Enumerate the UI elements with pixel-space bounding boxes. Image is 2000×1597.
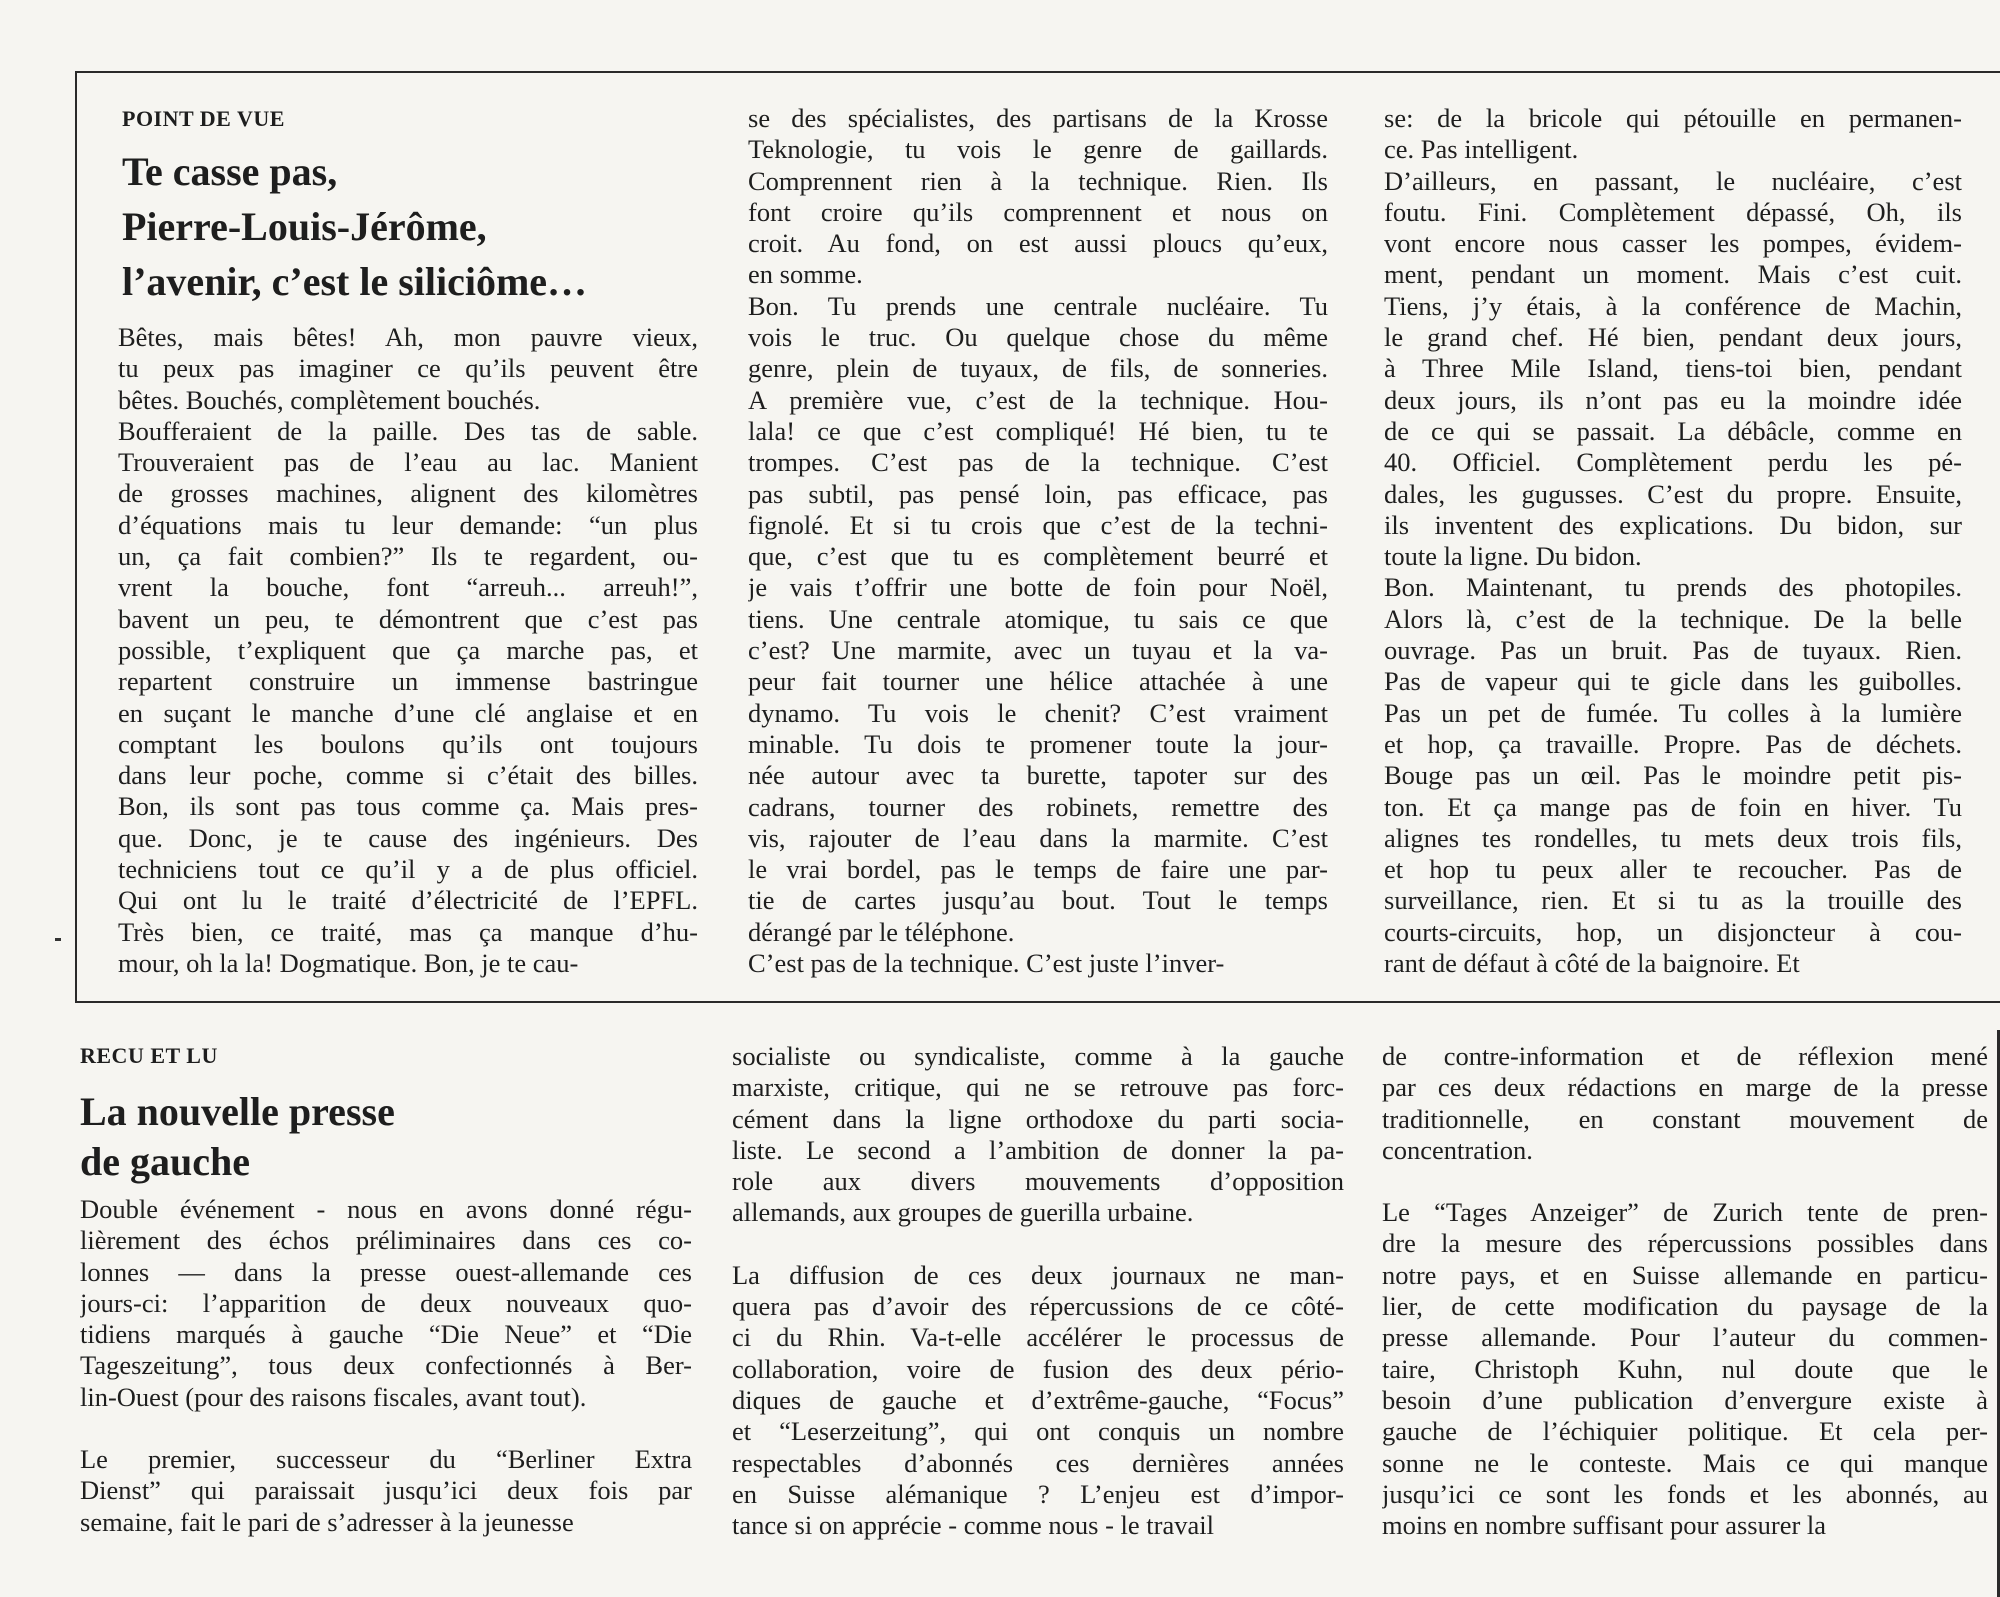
text-line: jours-ci: l’apparition de deux nouveaux quo- — [80, 1287, 692, 1318]
text-line: et “Leserzeitung”, qui ont conquis un nombre — [732, 1416, 1344, 1447]
text-line: croit. Au fond, on est aussi ploucs qu’eux, — [748, 228, 1328, 259]
text-line: lin-Ouest (pour des raisons fiscales, avant tout). — [80, 1381, 587, 1412]
bottom-kicker: RECU ET LU — [80, 1043, 218, 1068]
text-line: dans leur poche, comme si c’était des billes. — [118, 760, 698, 791]
paragraph-gap — [1382, 1166, 1988, 1197]
text-line: mour, oh la la! Dogmatique. Bon, je te cau- — [118, 947, 579, 978]
text-line: font croire qu’ils comprennent et nous on — [748, 196, 1328, 227]
bottom-headline-line: La nouvelle presse — [80, 1089, 395, 1134]
text-line: née autour avec ta burette, tapoter sur des — [748, 760, 1328, 791]
text-line: toute la ligne. Du bidon. — [1384, 541, 1642, 572]
text-line: ton. Et ça mange pas de foin en hiver. Tu — [1384, 791, 1962, 822]
text-line: de grosses machines, alignent des kilomètres — [118, 478, 698, 509]
text-line: jusqu’ici ce sont les fonds et les abonnés, au — [1382, 1478, 1988, 1509]
text-line: surveillance, rien. Et si tu as la trouille des — [1384, 885, 1962, 916]
text-line: ce. Pas intelligent. — [1384, 134, 1579, 165]
text-line: que, c’est que tu es complètement beurré et — [748, 541, 1328, 572]
top-article-header — [122, 106, 698, 309]
text-line: bavent un peu, te démontrent que c’est pas — [118, 603, 698, 634]
text-line: presse allemande. Pour l’auteur du commen- — [1382, 1322, 1988, 1353]
text-line: A première vue, c’est de la technique. Hou- — [748, 384, 1328, 415]
top-column-3 — [1384, 103, 1962, 979]
text-line: que. Donc, je te cause des ingénieurs. Des — [118, 822, 698, 853]
text-line: ils inventent des explications. Du bidon, sur — [1384, 509, 1962, 540]
top-headline-line: l’avenir, c’est le siliciôme… — [122, 259, 588, 304]
text-line: Le “Tages Anzeiger” de Zurich tente de pren- — [1382, 1197, 1988, 1228]
text-line: Boufferaient de la paille. Des tas de sable. — [118, 415, 698, 446]
paragraph-gap — [80, 1413, 692, 1444]
text-line: respectables d’abonnés ces dernières années — [732, 1447, 1344, 1478]
text-line: marxiste, critique, qui ne se retrouve pas forc- — [732, 1072, 1344, 1103]
text-line: par ces deux rédactions en marge de la presse — [1382, 1072, 1988, 1103]
text-line: gauche de l’échiquier politique. Et cela per- — [1382, 1416, 1988, 1447]
text-line: tie de cartes jusqu’au bout. Tout le temps — [748, 885, 1328, 916]
top-column-1 — [118, 322, 698, 979]
text-line: Bêtes, mais bêtes! Ah, mon pauvre vieux, — [118, 322, 698, 352]
text-line: de contre-information et de réflexion mené — [1382, 1041, 1988, 1071]
text-line: vois le truc. Ou quelque chose du même — [748, 322, 1328, 353]
text-line: Alors là, c’est de la technique. De la belle — [1384, 603, 1962, 634]
text-line: Bon, ils sont pas tous comme ça. Mais pres- — [118, 791, 698, 822]
text-line: Bon. Maintenant, tu prends des photopiles. — [1384, 572, 1962, 603]
text-line: Pas un pet de fumée. Tu colles à la lumière — [1384, 697, 1962, 728]
text-line: Comprennent rien à la technique. Rien. Ils — [748, 165, 1328, 196]
text-line: vis, rajouter de l’eau dans la marmite. C’est — [748, 822, 1328, 853]
text-line: traditionnelle, en constant mouvement de — [1382, 1103, 1988, 1134]
text-line: pas subtil, pas pensé loin, pas efficace, pas — [748, 478, 1328, 509]
text-line: D’ailleurs, en passant, le nucléaire, c’est — [1384, 165, 1962, 196]
text-line: en somme. — [748, 259, 863, 290]
top-headline — [122, 144, 698, 309]
text-line: Tageszeitung”, tous deux confectionnés à Ber- — [80, 1350, 692, 1381]
text-line: techniciens tout ce qu’il y a de plus officiel. — [118, 854, 698, 885]
text-line: comptant les boulons qu’ils ont toujours — [118, 728, 698, 759]
text-line: allemands, aux groupes de guerilla urbaine. — [732, 1197, 1194, 1228]
text-line: d’équations mais tu leur demande: “un plus — [118, 509, 698, 540]
text-line: alignes tes rondelles, tu mets deux trois fils, — [1384, 822, 1962, 853]
text-line: lonnes — dans la presse ouest-allemande ces — [80, 1256, 692, 1287]
text-line: collaboration, voire de fusion des deux pério- — [732, 1353, 1344, 1384]
text-line: Bouge pas un œil. Pas le moindre petit pis- — [1384, 760, 1962, 791]
top-headline-line: Pierre-Louis-Jérôme, — [122, 204, 487, 249]
text-line: dynamo. Tu vois le chenit? C’est vraiment — [748, 697, 1328, 728]
text-line: ment, pendant un moment. Mais c’est cuit. — [1384, 259, 1962, 290]
bottom-column-3 — [1382, 1041, 1988, 1541]
text-line: socialiste ou syndicaliste, comme à la gauche — [732, 1041, 1344, 1071]
text-line: tance si on apprécie - comme nous - le travail — [732, 1510, 1214, 1541]
text-line: et hop tu peux aller te recoucher. Pas de — [1384, 854, 1962, 885]
text-line: trompes. C’est pas de la technique. C’est — [748, 447, 1328, 478]
text-line: taire, Christoph Kuhn, nul doute que le — [1382, 1353, 1988, 1384]
text-line: quera pas d’avoir des répercussions de ce côté- — [732, 1291, 1344, 1322]
text-line: peur fait tourner une hélice attachée à une — [748, 666, 1328, 697]
text-line: cadrans, tourner des robinets, remettre des — [748, 791, 1328, 822]
text-line: Trouveraient pas de l’eau au lac. Manient — [118, 447, 698, 478]
text-line: fignolé. Et si tu crois que c’est de la techni- — [748, 509, 1328, 540]
text-line: La diffusion de ces deux journaux ne man- — [732, 1259, 1344, 1290]
text-line: en Suisse alémanique ? L’enjeu est d’impor- — [732, 1478, 1344, 1509]
text-line: lier, de cette modification du paysage de la — [1382, 1291, 1988, 1322]
text-line: lala! ce que c’est compliqué! Hé bien, tu te — [748, 415, 1328, 446]
text-line: ci du Rhin. Va-t-elle accélérer le processus de — [732, 1322, 1344, 1353]
text-line: 40. Officiel. Complètement perdu les pé- — [1384, 447, 1962, 478]
text-line: ouvrage. Pas un bruit. Pas de tuyaux. Rien. — [1384, 635, 1962, 666]
margin-mark — [55, 938, 61, 941]
text-line: semaine, fait le pari de s’adresser à la jeunesse — [80, 1506, 574, 1537]
text-line: vrent la bouche, font “arreuh... arreuh!”, — [118, 572, 698, 603]
text-line: en suçant le manche d’une clé anglaise et en — [118, 697, 698, 728]
text-line: moins en nombre suffisant pour assurer la — [1382, 1510, 1827, 1541]
text-line: Teknologie, tu vois le genre de gaillards. — [748, 134, 1328, 165]
text-line: Dienst” qui paraissait jusqu’ici deux fois par — [80, 1475, 692, 1506]
text-line: tidiens marqués à gauche “Die Neue” et “Die — [80, 1319, 692, 1350]
text-line: tu peux pas imaginer ce qu’ils peuvent être — [118, 353, 698, 384]
bottom-headline-line: de gauche — [80, 1139, 250, 1184]
bottom-column-1 — [80, 1194, 692, 1538]
text-line: cément dans la ligne orthodoxe du parti socia- — [732, 1103, 1344, 1134]
bottom-article-header — [80, 1043, 680, 1187]
top-headline-line: Te casse pas, — [122, 149, 338, 194]
text-line: repartent construire un immense bastringue — [118, 666, 698, 697]
text-line: notre pays, et en Suisse allemande en particu- — [1382, 1259, 1988, 1290]
text-line: se des spécialistes, des partisans de la Krosse — [748, 103, 1328, 133]
text-line: je vais t’offrir une botte de foin pour Noël, — [748, 572, 1328, 603]
text-line: C’est pas de la technique. C’est juste l’inver- — [748, 948, 1225, 979]
text-line: Très bien, ce traité, mas ça manque d’hu- — [118, 916, 698, 947]
text-line: minable. Tu dois te promener toute la jour- — [748, 728, 1328, 759]
paragraph-gap — [732, 1229, 1344, 1260]
text-line: Le premier, successeur du “Berliner Extra — [80, 1444, 692, 1475]
text-line: Bon. Tu prends une centrale nucléaire. Tu — [748, 290, 1328, 321]
text-line: concentration. — [1382, 1134, 1533, 1165]
text-line: Tiens, j’y étais, à la conférence de Machin, — [1384, 290, 1962, 321]
text-line: Qui ont lu le traité d’électricité de l’EPFL. — [118, 885, 698, 916]
text-line: c’est? Une marmite, avec un tuyau et la va- — [748, 635, 1328, 666]
text-line: se: de la bricole qui pétouille en permanen- — [1384, 103, 1962, 133]
text-line: à Three Mile Island, tiens-toi bien, pendant — [1384, 353, 1962, 384]
text-line: Pas de vapeur qui te gicle dans les guibolles. — [1384, 666, 1962, 697]
text-line: deux jours, ils n’ont pas eu la moindre idée — [1384, 384, 1962, 415]
text-line: liste. Le second a l’ambition de donner la pa- — [732, 1134, 1344, 1165]
text-line: sonne ne le conteste. Mais ce qui manque — [1382, 1447, 1988, 1478]
text-line: possible, t’expliquent que ça marche pas, et — [118, 634, 698, 665]
text-line: de ce qui se passait. La débâcle, comme en — [1384, 415, 1962, 446]
text-line: bêtes. Bouchés, complètement bouchés. — [118, 384, 541, 415]
text-line: vont encore nous casser les pompes, évidem- — [1384, 228, 1962, 259]
text-line: besoin d’une publication d’envergure existe à — [1382, 1384, 1988, 1415]
text-line: dales, les gugusses. C’est du propre. Ensuite, — [1384, 478, 1962, 509]
text-line: courts-circuits, hop, un disjoncteur à cou- — [1384, 916, 1962, 947]
text-line: foutu. Fini. Complètement dépassé, Oh, ils — [1384, 196, 1962, 227]
text-line: rant de défaut à côté de la baignoire. Et — [1384, 948, 1800, 979]
text-line: role aux divers mouvements d’opposition — [732, 1166, 1344, 1197]
text-line: Double événement - nous en avons donné régu- — [80, 1194, 692, 1224]
top-kicker: POINT DE VUE — [122, 106, 285, 131]
text-line: un, ça fait combien?” Ils te regardent, ou- — [118, 541, 698, 572]
text-line: genre, plein de tuyaux, de fils, de sonneries. — [748, 353, 1328, 384]
text-line: diques de gauche et d’extrême-gauche, “Focus” — [732, 1384, 1344, 1415]
top-column-2 — [748, 103, 1328, 979]
text-line: lièrement des échos préliminaires dans ces co- — [80, 1225, 692, 1256]
text-line: dérangé par le téléphone. — [748, 916, 1015, 947]
text-line: le vrai bordel, pas le temps de faire une par- — [748, 854, 1328, 885]
text-line: dre la mesure des répercussions possibles dans — [1382, 1228, 1988, 1259]
text-line: tiens. Une centrale atomique, tu sais ce que — [748, 603, 1328, 634]
bottom-headline — [80, 1087, 680, 1187]
text-line: le grand chef. Hé bien, pendant deux jours, — [1384, 322, 1962, 353]
bottom-column-2 — [732, 1041, 1344, 1541]
text-line: et hop, ça travaille. Propre. Pas de déchets. — [1384, 728, 1962, 759]
